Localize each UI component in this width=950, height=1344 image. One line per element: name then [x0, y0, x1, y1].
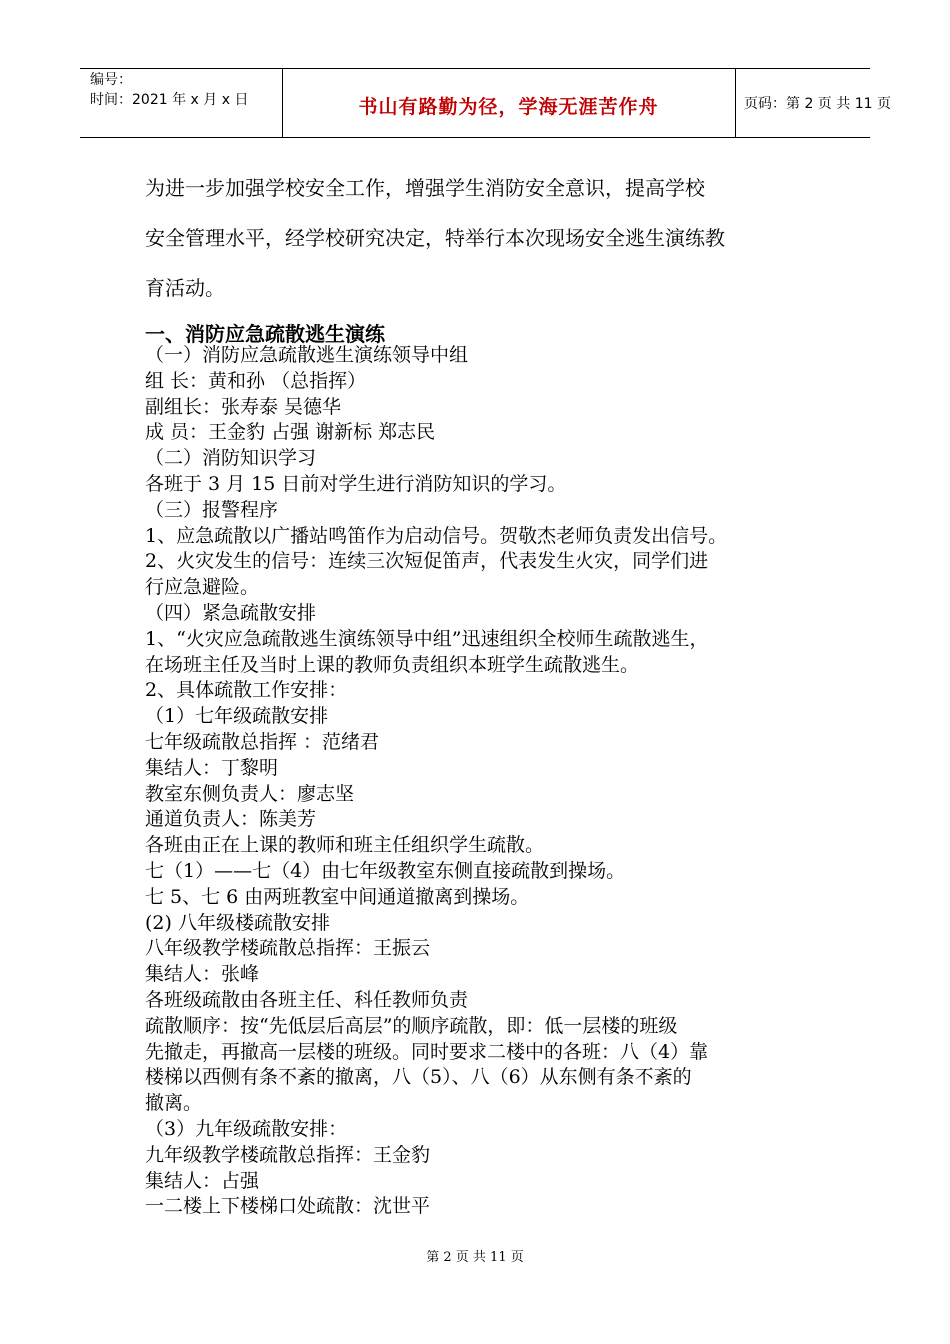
body-line: 教室东侧负责人：廖志坚 — [145, 782, 355, 805]
intro-line: 为进一步加强学校安全工作，增强学生消防安全意识，提高学校 — [145, 176, 705, 200]
body-line: 1、应急疏散以广播站鸣笛作为启动信号。贺敬杰老师负责发出信号。 — [145, 524, 728, 547]
body-line: 八年级教学楼疏散总指挥：王振云 — [145, 937, 431, 960]
header-page-number: 页码：第 2 页 共 11 页 — [744, 96, 891, 112]
body-line: 七年级疏散总指挥 ：范绪君 — [145, 731, 380, 753]
body-line: 各班级疏散由各班主任、科任教师负责 — [145, 989, 469, 1011]
body-line: 集结人：丁黎明 — [145, 756, 279, 779]
body-line: 1、“火灾应急疏散逃生演练领导中组”迅速组织全校师生疏散逃生， — [145, 627, 709, 650]
body-line: （3）九年级疏散安排： — [145, 1118, 348, 1140]
body-line: 先撤走，再撤高一层楼的班级。同时要求二楼中的各班：八（4）靠 — [145, 1040, 709, 1063]
header-motto-cell — [282, 69, 736, 137]
body-line: 集结人：占强 — [145, 1169, 260, 1192]
body-line: 2、火灾发生的信号：连续三次短促笛声，代表发生火灾，同学们进 — [145, 550, 709, 573]
body-line: 行应急避险。 — [145, 576, 260, 599]
intro-line: 安全管理水平，经学校研究决定，特举行本次现场安全逃生演练教 — [145, 226, 725, 250]
body-line: 成 员：王金豹 占强 谢新标 郑志民 — [145, 421, 436, 444]
body-line: 七（1）——七（4）由七年级教室东侧直接疏散到操场。 — [145, 860, 626, 882]
body-line: 各班由正在上课的教师和班主任组织学生疏散。 — [145, 834, 545, 857]
body-line: 疏散顺序：按“先低层后高层”的顺序疏散，即：低一层楼的班级 — [145, 1014, 678, 1037]
body-line: 在场班主任及当时上课的教师负责组织本班学生疏散逃生。 — [145, 653, 640, 676]
body-line: （二）消防知识学习 — [145, 447, 317, 470]
body-line: 楼梯以西侧有条不紊的撤离，八（5）、八（6）从东侧有条不紊的 — [145, 1066, 692, 1089]
document-time: 时间：2021 年 x 月 x 日 — [90, 92, 249, 108]
body-line: 撤离。 — [145, 1092, 203, 1115]
body-line: （三）报警程序 — [145, 498, 279, 521]
body-line: 各班于 3 月 15 日前对学生进行消防知识的学习。 — [145, 473, 567, 495]
body-line: 集结人：张峰 — [145, 963, 260, 986]
page-header — [80, 68, 891, 138]
section-title: 一、消防应急疏散逃生演练 — [145, 322, 385, 346]
body-line: 组 长：黄和孙 （总指挥） — [145, 369, 367, 392]
header-info-cell — [80, 69, 283, 137]
body-line: 一二楼上下楼梯口处疏散：沈世平 — [145, 1195, 431, 1218]
header-page-cell — [736, 69, 891, 137]
body-line: 2、具体疏散工作安排： — [145, 679, 348, 702]
body-line: （四）紧急疏散安排 — [145, 602, 317, 624]
page-footer: 第 2 页 共 11 页 — [426, 1250, 524, 1265]
body-line: (2) 八年级楼疏散安排 — [145, 911, 330, 934]
document-number: 编号： — [90, 72, 132, 88]
body-line: （一）消防应急疏散逃生演练领导中组 — [145, 344, 469, 366]
intro-line: 育活动。 — [145, 276, 225, 300]
body-line: （1）七年级疏散安排 — [145, 705, 329, 728]
body-line: 副组长：张寿泰 吴德华 — [145, 395, 342, 418]
body-line: 九年级教学楼疏散总指挥：王金豹 — [145, 1143, 431, 1166]
body-line: 通道负责人：陈美芳 — [145, 808, 317, 831]
header-motto: 书山有路勤为径，学海无涯苦作舟 — [358, 96, 659, 118]
body-line: 七 5、七 6 由两班教室中间通道撤离到操场。 — [145, 885, 530, 908]
